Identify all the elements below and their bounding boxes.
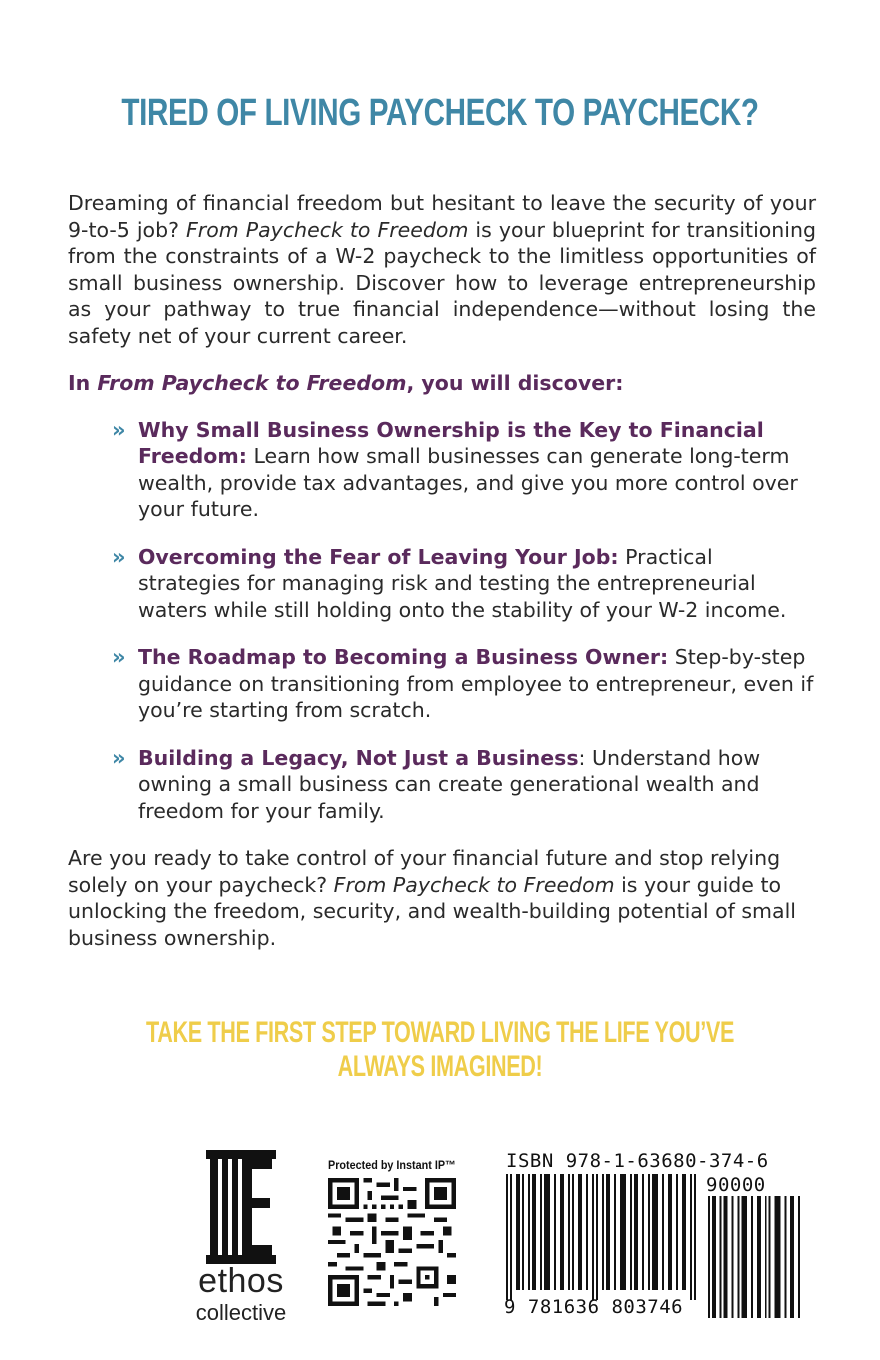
point-body: : Understand how owning a small business can create generational wealth and freedom for your family.: [138, 745, 761, 823]
barcode-main-icon: [506, 1174, 696, 1300]
outro-paragraph: [68, 845, 816, 951]
chevron-icon: »: [112, 745, 126, 770]
discover-list: [68, 417, 816, 825]
publisher-sub: collective: [195, 1300, 287, 1325]
price-code: 90000: [706, 1174, 766, 1196]
outro-text-1: Are you ready to take control of your financial future and stop relying solely on your paycheck?: [68, 846, 781, 897]
call-to-action: TAKE THE FIRST STEP TOWARD LIVING THE LIFE YOU’VE ALWAYS IMAGINED!: [145, 1016, 735, 1083]
lead-line: [68, 370, 816, 397]
chevron-icon: »: [112, 417, 126, 442]
list-item: [68, 644, 816, 724]
chevron-icon: »: [112, 645, 126, 669]
isbn-number: ISBN 978-1-63680-374-6: [506, 1150, 769, 1172]
ean-number: 9 781636 803746: [504, 1296, 684, 1318]
intro-paragraph: [68, 190, 816, 349]
point-title: Why Small Business Ownership is the Key to Financial Freedom:: [138, 417, 764, 468]
lead-prefix: In: [68, 371, 98, 395]
intro-text-1: Dreaming of financial freedom but hesitant to leave the security of your 9-to-5 job?: [68, 191, 816, 242]
intro-book-title: From Paycheck to Freedom: [186, 217, 469, 242]
list-item: [68, 745, 816, 825]
point-title: Building a Legacy, Not Just a Business: [138, 745, 579, 770]
point-title: The Roadmap to Becoming a Business Owner:: [138, 645, 669, 669]
qr-code-icon: [328, 1178, 456, 1306]
point-title: Overcoming the Fear of Leaving Your Job:: [138, 544, 619, 569]
intro-text-2: is your blueprint for transitioning from the constraints of a W-2 paycheck to the limitless opportunities of small business ownership. Discover how to leverage entrepreneurship as your pathway to true financial independence—without losing the safety net of your current career.: [68, 217, 817, 348]
point-body: Step-by-step guidance on transitioning from employee to entrepreneur, even if you’re starting from scratch.: [138, 645, 814, 722]
outro-book-title: From Paycheck to Freedom: [333, 872, 615, 897]
list-item: [68, 417, 816, 523]
qr-label: Protected by Instant IP™: [328, 1158, 456, 1172]
barcode-addon-icon: [708, 1196, 800, 1318]
headline: TIRED OF LIVING PAYCHECK TO PAYCHECK?: [121, 92, 759, 134]
lead-suffix: , you will discover:: [406, 371, 624, 395]
lead-book-title: From Paycheck to Freedom: [97, 371, 407, 395]
description: [68, 190, 816, 951]
list-item: [68, 544, 816, 624]
outro-text-2: is your guide to unlocking the freedom, security, and wealth-building potential of small business ownership.: [68, 872, 796, 950]
publisher-name: ethos: [198, 1262, 284, 1300]
chevron-icon: »: [112, 544, 126, 569]
point-body: Learn how small businesses can generate long-term wealth, provide tax advantages, and give you more control over your future.: [138, 444, 798, 521]
point-body: Practical strategies for managing risk and testing the entrepreneurial waters while still holding onto the stability of your W-2 income.: [138, 544, 787, 622]
